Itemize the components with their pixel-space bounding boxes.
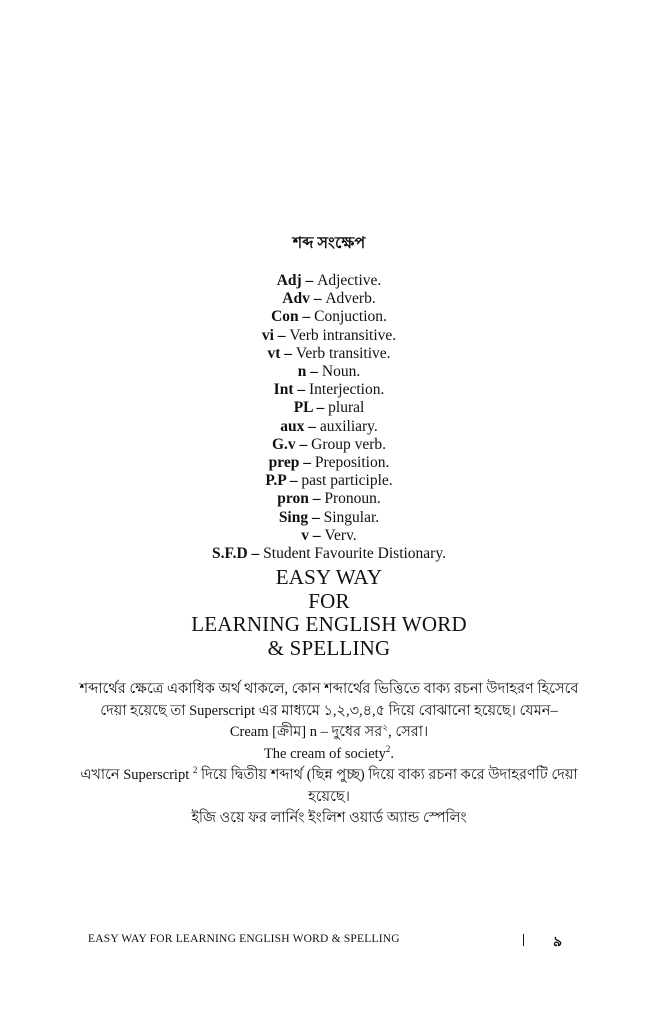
example-sentence-superscript: 2: [385, 743, 391, 754]
example-sentence-text: The cream of society: [263, 745, 386, 762]
book-title-line: FOR: [308, 588, 350, 613]
abbreviation-meaning: Noun.: [321, 363, 361, 381]
abbreviation-meaning: Student Favourite Distionary.: [263, 545, 446, 563]
superscript-note: [0, 679, 658, 830]
abbreviation-meaning: Conjuction.: [314, 308, 387, 326]
abbreviation-row: [0, 399, 658, 417]
book-title: [0, 566, 658, 660]
footer-divider: [523, 934, 524, 946]
abbreviation-meaning: Group verb.: [311, 435, 387, 453]
abbreviation-term: n: [297, 363, 307, 381]
abbreviation-term: Adj: [276, 272, 302, 289]
abbreviation-row: [0, 308, 658, 326]
abbreviation-term: aux: [280, 417, 305, 435]
abbreviation-row: [0, 327, 658, 345]
note-example-entry: [0, 722, 658, 744]
abbreviation-meaning: past participle.: [301, 472, 393, 490]
book-title-line: LEARNING ENGLISH WORD: [191, 612, 467, 636]
abbreviation-separator: –: [308, 490, 325, 508]
abbreviation-row: [0, 272, 658, 290]
book-title-line: & SPELLING: [267, 635, 391, 660]
abbreviation-term: v: [301, 526, 310, 544]
abbreviation-term: S.F.D: [212, 545, 248, 563]
example-entry-superscript: ২: [382, 722, 389, 733]
abbreviation-row: [0, 345, 658, 363]
abbreviation-term: Int: [273, 381, 294, 399]
abbreviation-term: Adv: [282, 290, 310, 308]
abbreviation-term: vi: [261, 326, 274, 344]
abbreviation-separator: –: [247, 545, 264, 563]
abbreviation-meaning: Singular.: [323, 508, 380, 526]
example-entry-text: Cream [ক্রীম] n – দুধের সর: [229, 724, 383, 740]
abbreviation-term: pron: [277, 490, 309, 508]
abbreviation-term: G.v: [271, 435, 296, 453]
abbreviation-separator: –: [301, 272, 318, 289]
abbreviation-term: Con: [271, 308, 299, 326]
running-footer-title: EASY WAY FOR LEARNING ENGLISH WORD & SPELLING: [88, 933, 400, 945]
abbreviation-term: Sing: [278, 508, 309, 526]
book-title-line: EASY WAY: [275, 565, 383, 589]
abbreviation-meaning: Interjection.: [309, 381, 385, 399]
abbreviation-separator: –: [309, 526, 325, 544]
abbreviation-row: [0, 290, 658, 308]
abbreviation-separator: –: [273, 326, 290, 344]
abbreviations-list: [0, 272, 658, 563]
note-line: শব্দার্থের ক্ষেত্রে একাধিক অর্থ থাকলে, কোন শব্দার্থের ভিত্তিতে বাক্য রচনা উদাহরণ হিসেবে: [79, 681, 579, 697]
abbreviations-heading: শব্দ সংক্ষেপ: [292, 235, 366, 252]
abbreviation-row: [0, 418, 658, 436]
abbreviation-separator: –: [306, 363, 322, 381]
example-sentence-end: .: [390, 745, 395, 762]
note-line: হয়েছে।: [308, 788, 350, 805]
abbreviation-term: PL: [293, 399, 313, 417]
page-number: ৯: [553, 935, 563, 950]
abbreviation-row: [0, 545, 658, 563]
abbreviation-meaning: plural: [328, 399, 365, 417]
abbreviation-meaning: Adjective.: [317, 272, 382, 289]
explanation-start: এখানে Superscript: [80, 767, 193, 783]
abbreviation-separator: –: [298, 308, 315, 326]
abbreviation-row: [0, 472, 658, 490]
abbreviation-row: [0, 363, 658, 381]
abbreviation-row: [0, 509, 658, 527]
abbreviation-separator: –: [285, 472, 302, 490]
note-example-sentence: [0, 744, 658, 766]
abbreviation-separator: –: [308, 508, 324, 526]
abbreviation-separator: –: [309, 290, 326, 308]
abbreviation-row: [0, 527, 658, 545]
abbreviation-term: prep: [268, 454, 300, 472]
abbreviation-separator: –: [299, 454, 315, 472]
note-line: দেয়া হয়েছে তা Superscript এর মাধ্যমে ১,২,৩,৪,৫ দিয়ে বোঝানো হয়েছে। যেমন–: [100, 702, 558, 719]
abbreviation-separator: –: [280, 344, 296, 362]
abbreviation-meaning: Verb transitive.: [295, 344, 391, 362]
abbreviation-meaning: Verv.: [324, 526, 357, 544]
note-line: ইজি ওয়ে ফর লার্নিং ইংলিশ ওয়ার্ড অ্যান্ড স্পেলিং: [191, 810, 467, 826]
example-entry-end: , সেরা।: [388, 724, 429, 740]
abbreviation-meaning: Preposition.: [314, 454, 390, 472]
abbreviation-row: [0, 436, 658, 454]
abbreviation-separator: –: [304, 417, 320, 435]
abbreviation-term: P.P: [265, 472, 286, 490]
abbreviation-meaning: auxiliary.: [319, 417, 378, 435]
abbreviation-separator: –: [293, 381, 309, 399]
explanation-end: দিয়ে দ্বিতীয় শব্দার্থ (ছিন্ন পুচ্ছ) দিয়ে বাক্য রচনা করে উদাহরণটি দেয়া: [197, 767, 578, 783]
abbreviation-term: vt: [267, 344, 281, 362]
abbreviation-meaning: Verb intransitive.: [289, 326, 397, 344]
abbreviation-row: [0, 454, 658, 472]
note-explanation: [0, 765, 658, 787]
abbreviation-separator: –: [295, 435, 312, 453]
abbreviation-row: [0, 381, 658, 399]
abbreviation-meaning: Adverb.: [325, 290, 376, 308]
explanation-superscript: 2: [192, 765, 198, 776]
abbreviation-separator: –: [312, 399, 329, 417]
abbreviation-row: [0, 490, 658, 508]
abbreviation-meaning: Pronoun.: [324, 490, 381, 508]
